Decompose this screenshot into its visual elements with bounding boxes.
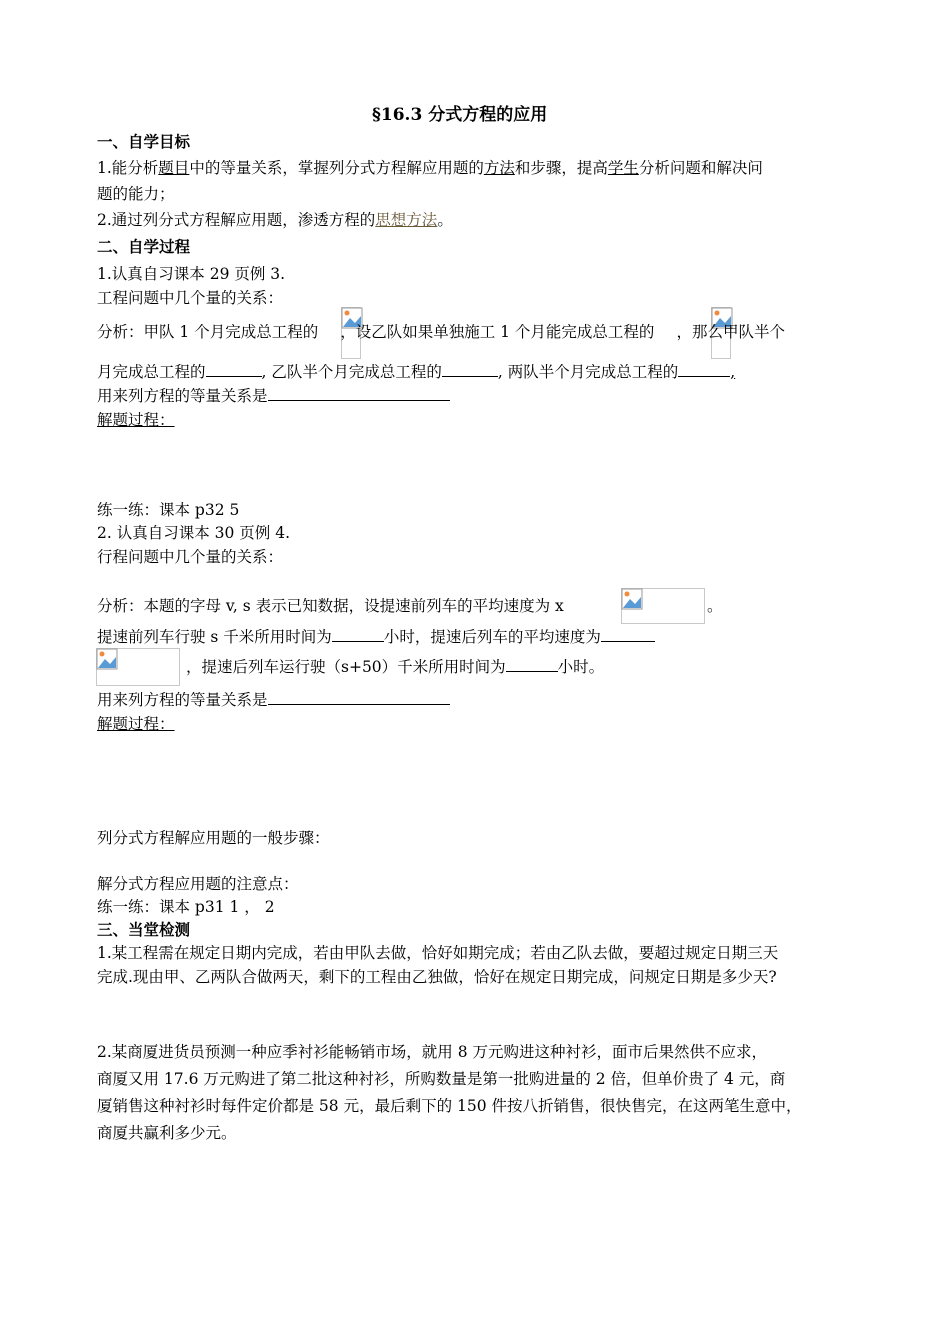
blank-field[interactable] (601, 626, 655, 642)
analysis-2-c: , 两队半个月完成总工程的 (497, 363, 679, 381)
link-sixiangfangfa[interactable]: 思想方法 (375, 211, 438, 229)
analysis-travel-line-1 (97, 595, 564, 617)
practice-1: 练一练：课本 p32 5 (97, 501, 240, 519)
blank-field[interactable] (206, 361, 262, 377)
blank-field[interactable] (268, 385, 450, 401)
analysis-travel-b2a: 提速前列车行驶 s 千米所用时间为 (97, 628, 332, 646)
goal-2-text-a: 2.通过列分式方程解应用题，渗透方程的 (97, 211, 376, 229)
analysis-travel-b3b: 小时。 (557, 658, 605, 676)
equation-relation-1 (97, 385, 450, 407)
equation-relation-2 (97, 689, 450, 711)
analysis-2-b: , 乙队半个月完成总工程的 (261, 363, 442, 381)
blank-field[interactable] (678, 361, 730, 377)
goal-1-text-b: 中的等量关系，掌握列分式方程解应用题的 (189, 159, 484, 177)
test-q2-line-3: 厦销售这种衬衫时每件定价都是 58 元，最后剩下的 150 件按八折销售，很快售完，在这两笔生意中， (97, 1097, 802, 1115)
test-q1-line-2: 完成.现由甲、乙两队合做两天，剩下的工程由乙独做，恰好在规定日期完成，问规定日期是多少天? (97, 968, 777, 986)
goal-2-text-b: 。 (437, 211, 453, 229)
analysis-travel-line-2 (97, 626, 655, 648)
goal-1-line-1 (97, 157, 763, 179)
analysis-1-line-1 (97, 321, 785, 343)
link-timu[interactable]: 题目 (158, 159, 190, 177)
analysis-2-d: , (730, 363, 736, 381)
test-q2-line-4: 商厦共赢利多少元。 (97, 1124, 237, 1142)
travel-relation-label: 行程问题中几个量的关系： (97, 548, 284, 566)
blank-field[interactable] (506, 656, 558, 672)
goal-1-text-c: 和步骤，提高 (514, 159, 608, 177)
blank-field[interactable] (332, 626, 384, 642)
solution-process-2: 解题过程： (97, 715, 175, 733)
general-steps: 列分式方程解应用题的一般步骤： (97, 829, 330, 847)
link-xuesheng[interactable]: 学生 (607, 159, 639, 177)
analysis-travel-a: 分析：本题的字母 v, s 表示已知数据，设提速前列车的平均速度为 x (97, 597, 564, 615)
analysis-travel-b3a: ，提速后列车运行驶（s+50）千米所用时间为 (186, 658, 506, 676)
section-heading-test: 三、当堂检测 (97, 920, 191, 939)
broken-image-icon (96, 648, 118, 670)
blank-field[interactable] (268, 689, 450, 705)
goal-1-text-d: 分析问题和解决问 (638, 159, 763, 177)
link-fangfa[interactable]: 方法 (483, 159, 515, 177)
analysis-travel-b2b: 小时，提速后列车的平均速度为 (383, 628, 601, 646)
broken-image-icon (621, 588, 643, 610)
section-heading-goals: 一、自学目标 (97, 132, 191, 151)
page-title: §16.3 分式方程的应用 (372, 105, 548, 125)
goal-1-line-2: 题的能力； (97, 185, 175, 203)
work-relation-label: 工程问题中几个量的关系： (97, 289, 284, 307)
practice-2: 练一练：课本 p31 1 ， 2 (97, 898, 275, 916)
analysis-1-a: 分析：甲队 1 个月完成总工程的 (97, 323, 319, 341)
section-heading-process: 二、自学过程 (97, 237, 191, 256)
analysis-1-line-2 (97, 361, 735, 383)
analysis-travel-period: 。 (707, 597, 723, 615)
analysis-1-b: ，设乙队如果单独施工 1 个月能完成总工程的 (340, 323, 655, 341)
analysis-1-c: ，那么甲队半个 (676, 323, 785, 341)
analysis-travel-line-3 (186, 656, 604, 678)
equation-relation-1-label: 用来列方程的等量关系是 (97, 387, 268, 405)
solution-process-1: 解题过程： (97, 411, 175, 429)
goal-2 (97, 209, 453, 231)
goal-1-text-a: 1.能分析 (97, 159, 159, 177)
test-q2-line-1: 2.某商厦进货员预测一种应季衬衫能畅销市场，就用 8 万元购进这种衬衫，面市后果然供不应求， (97, 1043, 768, 1061)
process-item-1: 1.认真自习课本 29 页例 3. (97, 265, 286, 283)
attention-points: 解分式方程应用题的注意点： (97, 875, 299, 893)
test-q2-line-2: 商厦又用 17.6 万元购进了第二批这种衬衫，所购数量是第一批购进量的 2 倍，但单价贵了 4 元，商 (97, 1070, 786, 1088)
blank-field[interactable] (442, 361, 498, 377)
equation-relation-2-label: 用来列方程的等量关系是 (97, 691, 268, 709)
analysis-2-a: 月完成总工程的 (97, 363, 206, 381)
test-q1-line-1: 1.某工程需在规定日期内完成，若由甲队去做，恰好如期完成；若由乙队去做，要超过规定日期三天 (97, 944, 779, 962)
process-item-2: 2. 认真自习课本 30 页例 4. (97, 524, 291, 542)
